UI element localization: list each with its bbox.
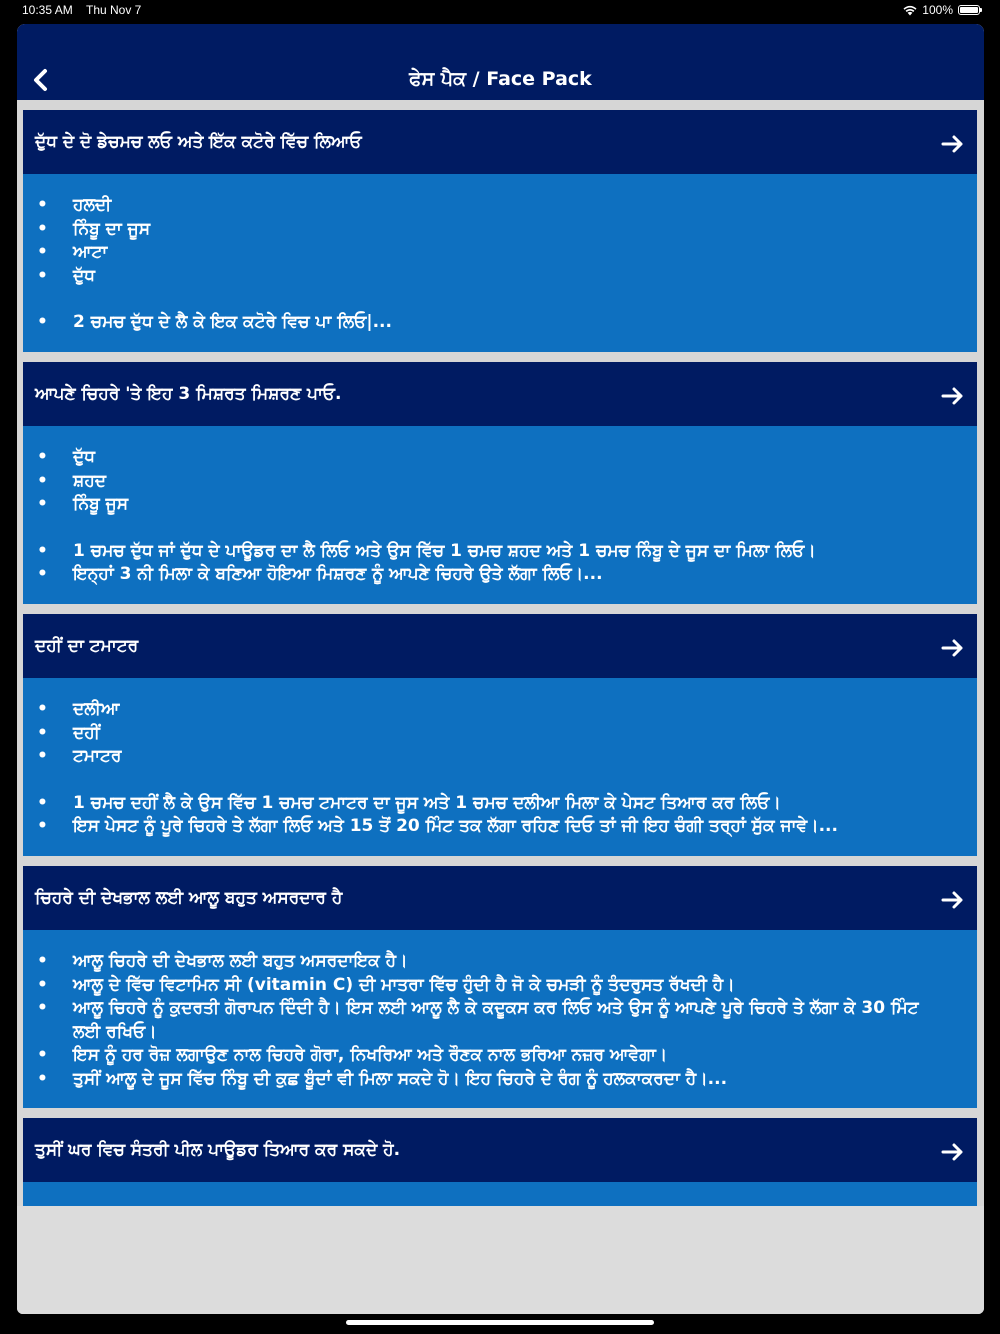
recipe-title: ਦਹੀਂ ਦਾ ਟਮਾਟਰ — [35, 636, 139, 656]
step-item: • ਇਸ ਨੂੰ ਹਰ ਰੋਜ਼ ਲਗਾਉਣ ਨਾਲ ਚਿਹਰੇ ਗੋਰਾ, ਨਿਖਰਿਆ ਅਤੇ ਰੌਣਕ ਨਾਲ ਭਰਿਆ ਨਜ਼ਰ ਆਵੇਗਾ। — [37, 1044, 947, 1068]
recipe-title: ਚਿਹਰੇ ਦੀ ਦੇਖਭਾਲ ਲਈ ਆਲੂ ਬਹੁਤ ਅਸਰਦਾਰ ਹੈ — [35, 888, 343, 908]
recipe-card-header[interactable] — [23, 1118, 977, 1182]
step-item: • ਆਲੂ ਚਿਹਰੇ ਦੀ ਦੇਖਭਾਲ ਲਈ ਬਹੁਤ ਅਸਰਦਾਇਕ ਹੈ। — [37, 950, 947, 974]
recipe-card-header[interactable] — [23, 866, 977, 930]
recipe-card[interactable] — [23, 110, 977, 352]
status-time: 10:35 AM — [22, 3, 73, 17]
step-item: • ਤੁਸੀਂ ਆਲੂ ਦੇ ਜੂਸ ਵਿੱਚ ਨਿੰਬੂ ਦੀ ਕੁਛ ਬੂੰਦਾਂ ਵੀ ਮਿਲਾ ਸਕਦੇ ਹੋ। ਇਹ ਚਿਹਰੇ ਦੇ ਰੰਗ ਨੂੰ ਹਲਕਾਕਰਦਾ ਹੈ।... — [37, 1068, 947, 1092]
recipe-title: ਦੁੱਧ ਦੇ ਦੋ ਡੇਚਮਚ ਲਓ ਅਤੇ ਇੱਕ ਕਟੋਰੇ ਵਿੱਚ ਲਿਆਓ — [35, 132, 362, 152]
ingredient-item: • ਦਹੀਂ — [37, 722, 947, 746]
status-date: Thu Nov 7 — [86, 3, 142, 17]
home-indicator[interactable] — [346, 1320, 654, 1325]
arrow-right-icon[interactable] — [941, 134, 965, 154]
recipe-card[interactable] — [23, 614, 977, 856]
ingredient-item: • ਨਿੰਬੂ ਜੂਸ — [37, 493, 947, 517]
ingredient-item: • ਸ਼ਹਦ — [37, 470, 947, 494]
step-item: • ਇਨ੍ਹਾਂ 3 ਨੀ ਮਿਲਾ ਕੇ ਬਣਿਆ ਹੋਇਆ ਮਿਸ਼ਰਣ ਨੂੰ ਆਪਣੇ ਚਿਹਰੇ ਉਤੇ ਲੱਗਾ ਲਿਓ।... — [37, 563, 947, 587]
recipe-summary — [23, 678, 977, 856]
recipe-summary — [23, 930, 977, 1108]
arrow-right-icon[interactable] — [941, 1142, 965, 1162]
battery-icon — [958, 5, 980, 15]
step-item: • ਆਲੂ ਚਿਹਰੇ ਨੂੰ ਕੁਦਰਤੀ ਗੋਰਾਪਨ ਦਿੰਦੀ ਹੈ। ਇਸ ਲਈ ਆਲੂ ਲੈ ਕੇ ਕਦੂਕਸ ਕਰ ਲਿਓ ਅਤੇ ਉਸ ਨੂੰ ਆਪਣੇ ਪੂਰੇ ਚਿਹਰੇ ਤੇ ਲੱਗਾ ਕੇ 30 ਮਿੰਟ ਲਈ ਰਖਿਓ। — [37, 997, 947, 1044]
recipe-summary — [23, 1182, 977, 1206]
recipe-title: ਆਪਣੇ ਚਿਹਰੇ 'ਤੇ ਇਹ 3 ਮਿਸ਼ਰਤ ਮਿਸ਼ਰਣ ਪਾਓ. — [35, 384, 342, 404]
recipe-summary — [23, 174, 977, 352]
ingredient-item: • ਦੁੱਧ — [37, 265, 947, 289]
navigation-bar — [17, 24, 984, 100]
ingredient-item: • ਆਟਾ — [37, 241, 947, 265]
recipe-card[interactable] — [23, 362, 977, 604]
battery-percent: 100% — [922, 3, 953, 17]
status-indicators — [903, 3, 980, 17]
wifi-icon — [903, 5, 917, 16]
arrow-right-icon[interactable] — [941, 890, 965, 910]
step-item: • ਆਲੂ ਦੇ ਵਿੱਚ ਵਿਟਾਮਿਨ ਸੀ (vitamin C) ਦੀ ਮਾਤਰਾ ਵਿੱਚ ਹੁੰਦੀ ਹੈ ਜੋ ਕੇ ਚਮੜੀ ਨੂੰ ਤੰਦਰੁਸਤ ਰੱਖਦੀ ਹੈ। — [37, 974, 947, 998]
ingredient-item: • ਦਲੀਆ — [37, 698, 947, 722]
page-title: ਫੇਸ ਪੈਕ / Face Pack — [409, 68, 592, 90]
step-item: • 1 ਚਮਚ ਦਹੀਂ ਲੈ ਕੇ ਉਸ ਵਿੱਚ 1 ਚਮਚ ਟਮਾਟਰ ਦਾ ਜੂਸ ਅਤੇ 1 ਚਮਚ ਦਲੀਆ ਮਿਲਾ ਕੇ ਪੇਸਟ ਤਿਆਰ ਕਰ ਲਿਓ। — [37, 792, 947, 816]
app-window — [17, 24, 984, 1314]
recipe-card-header[interactable] — [23, 614, 977, 678]
arrow-right-icon[interactable] — [941, 638, 965, 658]
recipe-card[interactable] — [23, 1118, 977, 1206]
status-bar — [0, 0, 1000, 24]
step-item: • 1 ਚਮਚ ਦੁੱਧ ਜਾਂ ਦੁੱਧ ਦੇ ਪਾਊਡਰ ਦਾ ਲੈ ਲਿਓ ਅਤੇ ਉਸ ਵਿੱਚ 1 ਚਮਚ ਸ਼ਹਦ ਅਤੇ 1 ਚਮਚ ਨਿੰਬੂ ਦੇ ਜੂਸ ਦਾ ਮਿਲਾ ਲਿਓ। — [37, 540, 947, 564]
step-item: • 2 ਚਮਚ ਦੁੱਧ ਦੇ ਲੈ ਕੇ ਇਕ ਕਟੋਰੇ ਵਿਚ ਪਾ ਲਿਓ|... — [37, 311, 947, 335]
empty-area — [17, 1206, 984, 1314]
recipe-title: ਤੁਸੀਂ ਘਰ ਵਿਚ ਸੰਤਰੀ ਪੀਲ ਪਾਊਡਰ ਤਿਆਰ ਕਰ ਸਕਦੇ ਹੋ. — [35, 1140, 401, 1160]
step-item: • ਇਸ ਪੇਸਟ ਨੂੰ ਪੂਰੇ ਚਿਹਰੇ ਤੇ ਲੱਗਾ ਲਿਓ ਅਤੇ 15 ਤੋਂ 20 ਮਿੰਟ ਤਕ ਲੱਗਾ ਰਹਿਣ ਦਿਓ ਤਾਂ ਜੀ ਇਹ ਚੰਗੀ ਤਰ੍ਹਾਂ ਸੁੱਕ ਜਾਵੇ।... — [37, 815, 947, 839]
recipe-list[interactable] — [17, 100, 984, 1206]
recipe-card-header[interactable] — [23, 110, 977, 174]
recipe-card-header[interactable] — [23, 362, 977, 426]
recipe-summary — [23, 426, 977, 604]
ingredient-item: • ਨਿੰਬੂ ਦਾ ਜੂਸ — [37, 218, 947, 242]
recipe-card[interactable] — [23, 866, 977, 1108]
ingredient-item: • ਹਲਦੀ — [37, 194, 947, 218]
arrow-right-icon[interactable] — [941, 386, 965, 406]
ingredient-item: • ਟਮਾਟਰ — [37, 745, 947, 769]
ingredient-item: • ਦੁੱਧ — [37, 446, 947, 470]
